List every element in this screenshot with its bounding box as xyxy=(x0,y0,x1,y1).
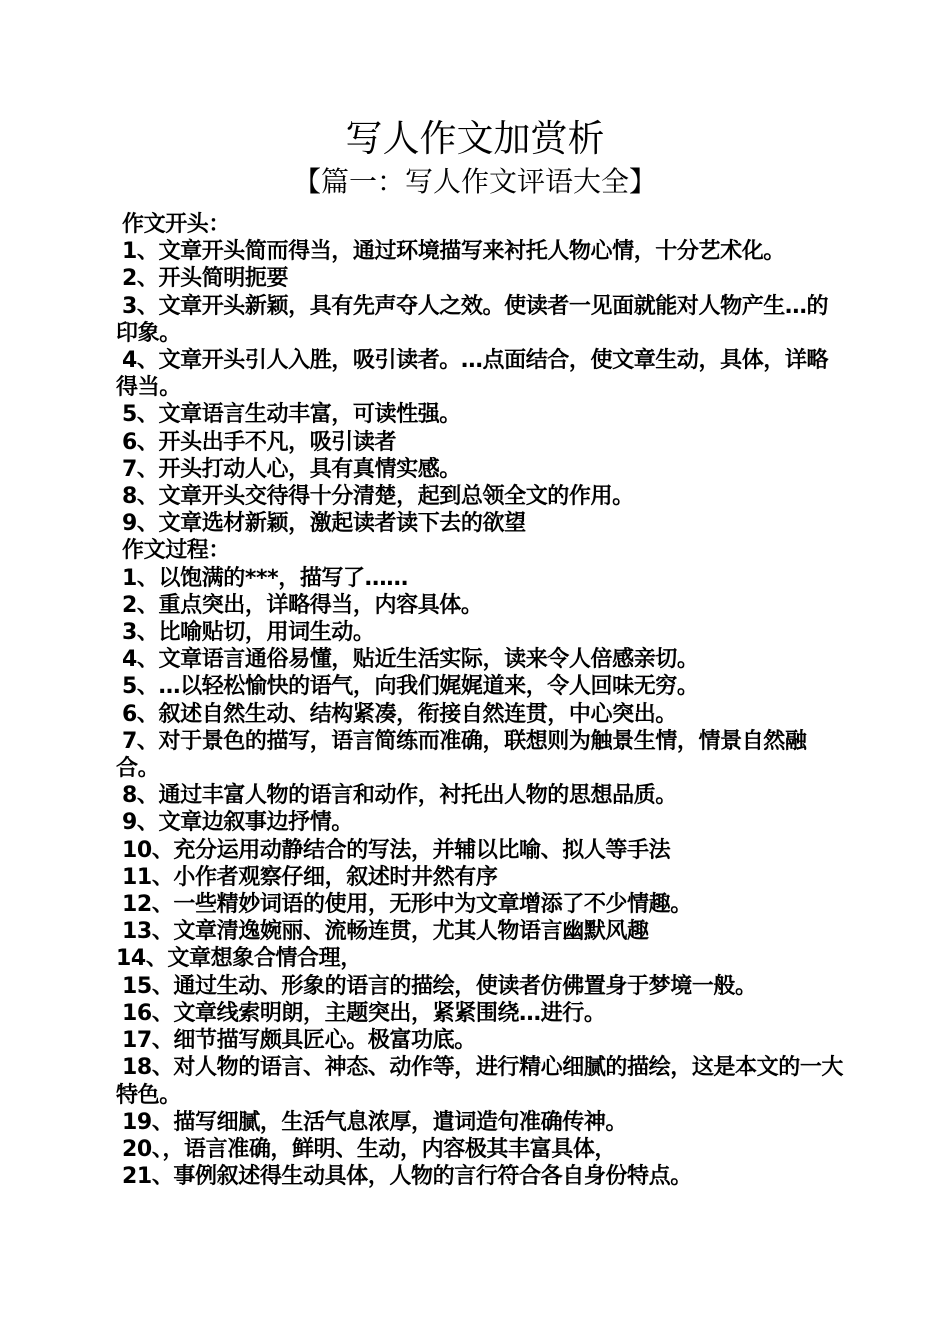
list-item: 6、开头出手不凡，吸引读者 xyxy=(122,429,397,455)
list-item: 12、一些精妙词语的使用，无形中为文章增添了不少情趣。 xyxy=(122,892,692,918)
list-item: 4、文章开头引人入胜，吸引读者。…点面结合，使文章生动，具体，详略得当。 xyxy=(116,348,829,401)
list-item: 21、事例叙述得生动具体，人物的言行符合各自身份特点。 xyxy=(122,1164,692,1190)
list-item: 5、文章语言生动丰富，可读性强。 xyxy=(122,402,461,428)
list-item: 16、文章线索明朗，主题突出，紧紧围绕…进行。 xyxy=(122,1000,606,1026)
document-subtitle: 【篇一：写人作文评语大全】 xyxy=(292,165,657,198)
list-item: 9、文章选材新颖，激起读者读下去的欲望 xyxy=(122,511,526,537)
list-item: 14、文章想象合情合理， xyxy=(116,946,362,972)
list-item: 3、文章开头新颖，具有先声夺人之效。使读者一见面就能对人物产生…的印象。 xyxy=(116,293,829,346)
section-heading-opening: 作文开头： xyxy=(122,212,231,237)
document-title: 写人作文加赏析 xyxy=(345,117,605,160)
list-item: 18、对人物的语言、神态、动作等，进行精心细腻的描绘，这是本文的一大特色。 xyxy=(116,1055,844,1108)
list-item: 17、细节描写颇具匠心。极富功底。 xyxy=(122,1028,476,1054)
list-item: 20、，语言准确，鲜明、生动，内容极其丰富具体， xyxy=(122,1136,617,1162)
list-item: 7、开头打动人心，具有真情实感。 xyxy=(122,456,461,482)
list-item: 19、描写细腻，生活气息浓厚，遣词造句准确传神。 xyxy=(122,1109,628,1135)
list-item: 13、文章清逸婉丽、流畅连贯，尤其人物语言幽默风趣 xyxy=(122,919,649,945)
list-item: 7、对于景色的描写，语言简练而准确，联想则为触景生情，情景自然融合。 xyxy=(116,728,807,782)
list-item: 2、重点突出，详略得当，内容具体。 xyxy=(122,592,483,618)
list-item: 9、文章边叙事边抒情。 xyxy=(122,810,353,836)
list-item: 6、叙述自然生动、结构紧凑，衔接自然连贯，中心突出。 xyxy=(122,701,677,727)
list-item: 8、通过丰富人物的语言和动作，衬托出人物的思想品质。 xyxy=(122,783,677,809)
list-item: 1、以饱满的***，描写了…… xyxy=(122,565,408,591)
list-item: 1、文章开头简而得当，通过环境描写来衬托人物心情，十分艺术化。 xyxy=(122,239,785,265)
document-body xyxy=(116,211,846,1190)
list-item: 10、充分运用动静结合的写法，并辅以比喻、拟人等手法 xyxy=(122,837,671,863)
list-item: 3、比喻贴切，用词生动。 xyxy=(122,620,375,646)
list-item: 11、小作者观察仔细，叙述时井然有序 xyxy=(122,864,498,890)
list-item: 4、文章语言通俗易懂，贴近生活实际，读来令人倍感亲切。 xyxy=(122,647,699,673)
list-item: 2、开头简明扼要 xyxy=(122,266,289,292)
list-item: 5、…以轻松愉快的语气，向我们娓娓道来，令人回味无穷。 xyxy=(122,674,699,700)
list-item: 15、通过生动、形象的语言的描绘，使读者仿佛置身于梦境一般。 xyxy=(122,973,757,999)
list-item: 8、文章开头交待得十分清楚，起到总领全文的作用。 xyxy=(122,484,634,510)
section-heading-process: 作文过程： xyxy=(122,538,231,564)
